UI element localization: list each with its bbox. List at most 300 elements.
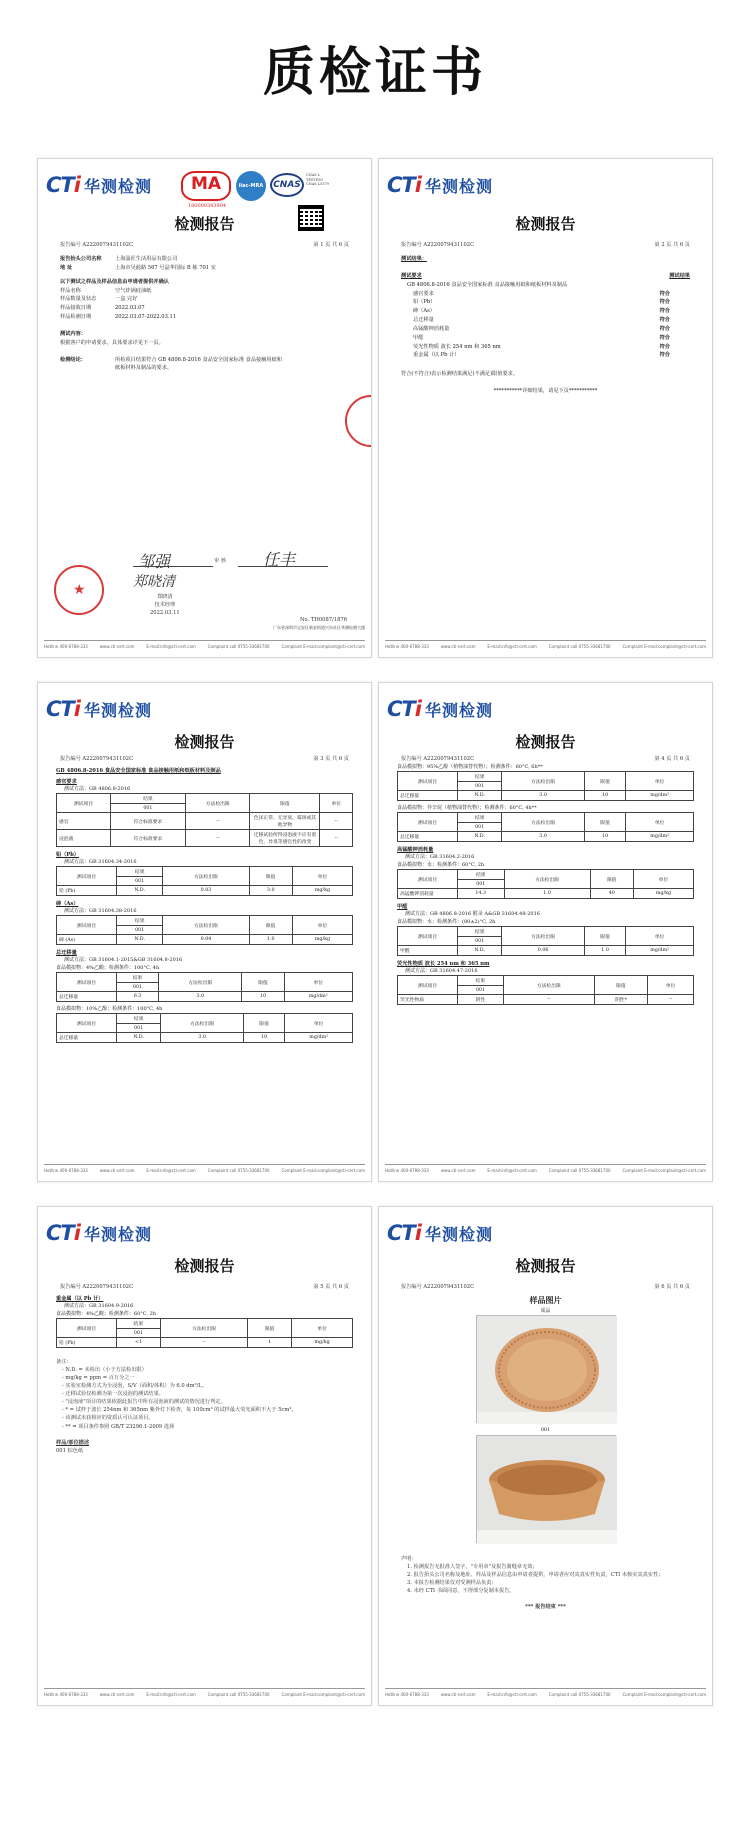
cti-logo-text: CTi [387,173,421,197]
field-label: 样品名称 [60,287,81,294]
report-no-label: 报告编号 [60,242,81,248]
sample-id: 001 [56,1447,66,1454]
doc-number: No. TH0087/1876 [299,617,347,623]
td-unit: mg/dm² [626,791,694,801]
td-limit: 阴性* [594,995,647,1005]
sensory-table [56,793,353,847]
page-footer [385,1688,706,1697]
report-no: A2220079431102C [82,1284,134,1290]
declaration-item: 1. 检测报告无批准人签字、"专用章"及报告骑缝章无效； [407,1564,538,1571]
cti-brand-cn: 华测检测 [424,701,493,720]
th-item: 测试项目 [57,916,117,935]
footer-email: E-mail:info@cti-cert.com [487,1168,537,1173]
signature-3: 郑晓清 [133,574,175,590]
footer-complaint: Complaint call 0755-33681700 [207,1168,270,1173]
cti-brand-cn: 华测检测 [424,177,493,196]
td-result: 符合标准要求 [110,813,185,830]
report-no: A2220079431102C [82,756,134,762]
footer-hotline: Hotline 400-6788-333 [44,1168,88,1173]
note-item: N.D. = 未检出（小于方法检出限） [65,1367,147,1374]
td-item: 荧光性物质 [398,995,458,1005]
th-result: 结果 [458,813,502,823]
cti-logo [46,173,152,197]
td-limit: 10 [242,992,284,1002]
td-loq: 3.0 [161,1033,243,1043]
td-limit: 迁移试验所得浸泡液不应有着色、异臭等感官性的改变 [250,830,320,847]
cti-logo [46,697,152,721]
summary-item: 感官要求 [413,290,434,297]
th-unit: 单位 [626,772,694,791]
test-method: 测试方法：GB 31604.38-2016 [64,908,137,914]
cti-brand-cn: 华测检测 [83,701,152,720]
td-item: 铅 (Pb) [57,886,117,896]
td-limit: 1 [248,1338,292,1348]
td-unit: mg/dm² [284,992,352,1002]
td-unit: -- [648,995,694,1005]
sample-desc: 棕色纸 [67,1447,84,1454]
field-label: 样品检测日期 [60,314,92,321]
sample-photo-top [476,1315,616,1423]
td-loq: 0.03 [163,886,249,896]
note-item: * = 试样于波长 254nm 和 365nm 紫外灯下检查，每 100cm² 的试样最大荧光面积不大于 5cm²。 [65,1407,297,1414]
th-loq: 方法检出限 [503,976,594,995]
approver-date: 2022.03.11 [150,610,180,617]
migration-table-d [397,812,694,842]
report-end: *** 报告结束 *** [525,1604,566,1611]
th-sample-id: 001 [458,880,505,889]
th-sample-id: 001 [117,926,163,935]
th-unit: 单位 [626,813,694,832]
section-heading: 荧光性物质 波长 254 nm 和 365 nm [397,961,490,967]
cti-logo-text: CTi [387,1221,421,1245]
page-footer [44,1688,365,1697]
td-result: N.D. [458,946,502,956]
th-limit: 限值 [584,772,626,791]
td-result: 6.3 [117,992,159,1002]
summary-item: 铅（Pb） [413,299,436,306]
report-page-1 [37,158,372,658]
summary-result: 符合 [659,343,670,350]
field-value: 上海市吴淞路 567 号晶华国际 B 栋 701 室 [115,264,216,271]
page-number: 第 6 页 共 6 页 [654,1284,690,1290]
cti-brand-cn: 华测检测 [83,177,152,196]
client-info [60,255,349,373]
th-loq: 方法检出限 [163,867,249,886]
summary-item: 砷（As） [413,308,435,315]
th-result: 结果 [117,916,163,926]
declaration-title: 声明： [401,1556,417,1562]
td-limit: 色泽正常、无异臭、霉斑或其他异物 [250,813,320,830]
summary-result: 符合 [659,308,670,315]
field-value: 2022.03.07 [115,305,145,312]
footer-email: E-mail:info@cti-cert.com [146,644,196,649]
td-loq: 0.04 [163,935,249,945]
page-title: 质检证书 [262,43,487,103]
sample-photo-bottom [476,1435,616,1543]
td-loq: 0.06 [502,946,584,956]
review-label: 审 核 [214,558,227,564]
summary-item: 总迁移量 [413,317,434,324]
report-page-3 [37,682,372,1182]
footer-hotline: Hotline 400-6788-333 [44,1692,88,1697]
cma-number: 180000343904 [187,203,227,209]
td-unit: mg/dm² [626,832,694,842]
test-method: 测试方法：GB 31604.9-2016 [64,1303,134,1309]
report-no-label: 报告编号 [401,242,422,248]
td-item: 总迁移量 [57,992,117,1002]
test-content-label: 测试内容： [60,330,86,337]
th-item: 测试项目 [57,1319,117,1338]
footer-web: www.cti-cert.com [440,1168,476,1173]
signature-2: 任丰 [263,550,296,569]
standard-line: GB 4806.8-2016 食品安全国家标准 食品接触用纸和纸板材料及制品 [407,281,568,288]
report-no-label: 报告编号 [60,1284,81,1290]
report-no: A2220079431102C [423,756,475,762]
th-result: 结果 [458,772,502,782]
td-limit: 10 [584,791,626,801]
th-item: 测试项目 [57,794,111,813]
td-item: 甲醛 [398,946,458,956]
td-item: 高锰酸钾消耗量 [398,889,458,899]
note-item: mg/kg = ppm = 百万分之一 [65,1375,135,1382]
notes-title: 备注： [56,1359,72,1365]
field-value: 上海淄匠生活用品有限公司 [115,256,178,262]
footer-complaint-mail: Complaint E-mail:complaint@cti-cert.com [622,644,706,649]
cti-brand-cn: 华测检测 [424,1225,493,1244]
footer-hotline: Hotline 400-6788-333 [385,1168,429,1173]
td-loq: 3.0 [159,992,242,1002]
migration-table-b [56,1013,353,1043]
footer-web: www.cti-cert.com [99,644,135,649]
lab-address: 广东省深圳市宝安区新安街道兴东社区华测检测大楼 [273,625,365,630]
th-limit: 限值 [249,916,292,935]
cti-brand-cn: 华测检测 [83,1225,152,1244]
note-item: 该测试未获相应的资质认可认证项目。 [65,1415,154,1422]
page-footer [385,640,706,649]
th-sample-id: 001 [117,1329,161,1338]
th-item: 测试项目 [398,772,458,791]
th-sample-id: 001 [110,804,185,813]
th-sample-id: 001 [458,986,504,995]
test-method: 测试方法：GB 4806.8-2016 [64,786,131,792]
td-unit: mg/dm² [626,946,694,956]
page-number: 第 2 页 共 6 页 [654,242,690,248]
th-unit: 单位 [292,916,352,935]
doc-title: 检测报告 [174,733,235,751]
th-unit: 单位 [292,867,352,886]
photo-subtitle: 成品 [540,1308,551,1314]
report-line [60,1283,349,1290]
footer-complaint-mail: Complaint E-mail:complaint@cti-cert.com [281,644,365,649]
page-number: 第 3 页 共 6 页 [313,756,349,762]
approver-block [150,593,180,617]
th-unit: 单位 [292,1319,353,1338]
report-no-label: 报告编号 [60,756,81,762]
report-no: A2220079431102C [82,242,134,248]
th-item: 测试项目 [398,870,458,889]
th-limit: 限值 [590,870,633,889]
th-item: 测试项目 [57,973,117,992]
photo-title: 样品图片 [529,1295,562,1305]
td-loq: 3.0 [502,832,584,842]
summary-item: 荧光性物质 波长 254 nm 和 365 nm [413,343,501,350]
th-item: 测试项目 [398,976,458,995]
page-number: 第 5 页 共 6 页 [313,1284,349,1290]
th-unit: 单位 [284,973,352,992]
page4-results [397,763,694,1005]
doc-title: 检测报告 [174,215,235,233]
th-loq: 方法检出限 [163,916,249,935]
field-value: 一盒 完好 [115,296,138,303]
th-loq: 方法检出限 [502,772,584,791]
note-item: ** = 项目条件参照 GB/T 23296.1-2009 选择 [65,1423,175,1430]
th-limit: 限值 [249,867,292,886]
report-line [401,241,690,248]
footer-web: www.cti-cert.com [440,644,476,649]
simulant-condition: 食品模拟物：10%乙醇；检测条件：100°C, 4h [56,1006,163,1012]
cti-logo [387,697,493,721]
footer-hotline: Hotline 400-6788-333 [385,1692,429,1697]
sample-desc-title: 样品/部位描述 [56,1439,90,1446]
td-loq: -- [503,995,594,1005]
footer-complaint: Complaint call 0755-33681700 [207,644,270,649]
summary-item: 甲醛 [413,334,424,341]
declaration-block [401,1555,690,1611]
report-page-4 [378,682,713,1182]
td-unit: mg/kg [292,1338,353,1348]
sign-line [238,566,328,567]
th-limit: 限值 [242,973,284,992]
th-sample-id: 001 [117,983,159,992]
td-item: 感官 [57,813,111,830]
summary-result: 符合 [659,334,670,341]
footer-complaint-mail: Complaint E-mail:complaint@cti-cert.com [622,1692,706,1697]
ilac-mra-logo: ilac-MRA [236,171,266,201]
paper-liner-top-image [477,1316,617,1424]
doc-title: 检测报告 [515,1257,576,1275]
td-unit: mg/kg [633,889,693,899]
footer-web: www.cti-cert.com [99,1692,135,1697]
td-limit: 1.0 [249,935,292,945]
section-heading: 铅（Pb） [56,852,80,858]
cti-logo-text: CTi [46,173,80,197]
report-line [401,755,690,762]
cti-logo [387,173,493,197]
formaldehyde-table [397,926,694,956]
note-item: 实验室检测方式为全浸泡，S/V（面积/体积）为 6.0 dm²/L。 [65,1383,208,1390]
footer-complaint: Complaint call 0755-33681700 [207,1692,270,1697]
simulant-condition: 食品模拟物：异辛烷（植物油替代物）；检测条件：60°C, 4h** [397,805,537,811]
footer-complaint-mail: Complaint E-mail:complaint@cti-cert.com [281,1692,365,1697]
td-loq: 1.0 [504,889,590,899]
summary-result: 符合 [659,290,670,297]
summary-item: 重金属（以 Pb 计） [413,352,460,359]
th-result: 结果 [458,870,505,880]
note-item: "浸泡液"项目的结果依据此报告中所有浸泡液的测试的情况进行判定。 [65,1399,226,1406]
th-loq: 方法检出限 [185,794,250,813]
th-loq: 方法检出限 [502,813,584,832]
td-result: N.D. [117,886,163,896]
th-unit: 单位 [648,976,694,995]
kmno4-table [397,869,694,899]
field-label: 样品接收日期 [60,305,92,312]
th-unit: 单位 [320,794,353,813]
section-heading: 高锰酸钾消耗量 [397,847,434,853]
field-value: 2022.03.07-2022.03.11 [115,314,177,321]
footer-web: www.cti-cert.com [99,1168,135,1173]
report-page-2 [378,158,713,658]
footer-hotline: Hotline 400-6788-333 [44,644,88,649]
footer-complaint-mail: Complaint E-mail:complaint@cti-cert.com [622,1168,706,1173]
th-sample-id: 001 [117,877,163,886]
report-line [60,755,349,762]
th-result: 结果 [117,867,163,877]
summary-result: 符合 [659,317,670,324]
page-footer [44,1164,365,1173]
arsenic-table [56,915,353,945]
td-unit: -- [320,830,353,847]
official-stamp [54,565,104,615]
footer-web: www.cti-cert.com [440,1692,476,1697]
field-label: 地 址 [60,264,73,271]
side-stamp [345,395,372,447]
approver-title: 技术经理 [154,602,176,609]
cti-logo [387,1221,493,1245]
footer-email: E-mail:info@cti-cert.com [487,644,537,649]
declaration-item: 3. 本报告检测结果仅对受测样品负责； [407,1580,497,1587]
summary-result: 符合 [659,325,670,332]
td-limit: 1.0 [584,946,626,956]
report-page-6 [378,1206,713,1706]
section-heading: 甲醛 [397,904,408,910]
results-heading: 测试结果： [401,256,427,262]
th-limit: 限值 [584,927,626,946]
page-number: 第 4 页 共 6 页 [654,756,690,762]
field-label: 报告抬头公司名称 [60,256,102,262]
report-line [401,1283,690,1290]
test-method: 测试方法：GB 31604.34-2016 [64,859,137,865]
page-footer [385,1164,706,1173]
star-icon: ★ [73,582,86,598]
td-unit: mg/kg [292,886,352,896]
doc-title: 检测报告 [515,215,576,233]
doc-title: 检测报告 [515,733,576,751]
sign-line [133,566,213,567]
td-result: N.D. [117,1033,161,1043]
section-heading: 总迁移量 [56,950,77,956]
report-line [60,241,349,248]
result-remark: 符合(不符合)表示检测结果满足(不满足)限值要求。 [401,371,519,378]
summary-item: 高锰酸钾消耗量 [413,325,450,332]
summary-result: 符合 [659,299,670,306]
th-result: 结果 [117,1319,161,1329]
cti-logo [46,1221,152,1245]
td-limit: 3.0 [249,886,292,896]
footer-email: E-mail:info@cti-cert.com [487,1692,537,1697]
simulant-condition: 食品模拟物：95%乙醇（植物油替代物）；检测条件：60°C, 6h** [397,764,543,770]
approver-name: 郑晓清 [157,594,173,600]
th-limit: 限值 [584,813,626,832]
footer-email: E-mail:info@cti-cert.com [146,1168,196,1173]
footer-email: E-mail:info@cti-cert.com [146,1692,196,1697]
td-item: 浸泡液 [57,830,111,847]
notes-block: 备注： - N.D. = 未检出（小于方法检出限） - mg/kg = ppm = 百万分之一 - 实验室检测方式为全浸泡，S/V（面积/体积）为 6.0 dm²/L。 - 迁移试验仅检测为第一次浸泡的测试结果。 - "浸泡液"项目的结果依据此报告中所有浸泡液的测试的情况进行判定。 - * = 试样于波长 254nm 和 365nm 紫外灯下检查，每 100cm² 的试样最大荧光面积不大于 5cm²。 - 该测试未获相应的资质认可认证项目。 - ** = 项目条件参照 GB/T 23296.1-2009 选择 样品/部位描述 001 棕色纸 [56,1358,353,1455]
lead-table [56,866,353,896]
footer-complaint-mail: Complaint E-mail:complaint@cti-cert.com [281,1168,365,1173]
th-loq: 方法检出限 [502,927,584,946]
report-page-5 [37,1206,372,1706]
test-content-text: 根据客户的申请要求，具体要求详见下一页。 [60,339,164,346]
th-limit: 限值 [250,794,320,813]
td-loq: 3.0 [502,791,584,801]
simulant-condition: 食品模拟物：4%乙酸；检测条件：100°C, 4h [56,965,160,971]
cti-logo-text: CTi [387,697,421,721]
th-item: 测试项目 [57,1014,117,1033]
standard-heading: GB 4806.8-2016 食品安全国家标准 食品接触用纸和纸板材料及制品 [56,768,221,774]
col-result: 测试结果 [669,272,690,279]
migration-table-c [397,771,694,801]
simulant-condition: 食品模拟物：4%乙酸；检测条件：60°C, 2h [56,1311,157,1317]
sample-note: 以下测试之样品及样品信息由申请者提供并确认 [60,278,169,285]
continue-note: ***********详细结果，请见下页*********** [493,388,598,395]
td-result: <1 [117,1338,161,1348]
footer-hotline: Hotline 400-6788-333 [385,644,429,649]
section-heading: 砷（As） [56,901,79,907]
th-item: 测试项目 [57,867,117,886]
cnas-text: CNAS L TESTING CNAS L5579 [306,173,330,187]
th-loq: 方法检出限 [161,1014,243,1033]
td-item: 砷 (As) [57,935,117,945]
th-unit: 单位 [285,1014,353,1033]
footer-complaint: Complaint call 0755-33681700 [548,1168,611,1173]
test-method: 测试方法：GB 4806.8-2016 附录 A&GB 31604.48-2016 [405,911,540,917]
th-item: 测试项目 [398,927,458,946]
th-item: 测试项目 [398,813,458,832]
conclusion-text: 所检项目结果符合 GB 4806.8-2016 食品安全国家标准 食品接触用纸和纸板材料及制品的要求。 [115,356,282,372]
td-result: N.D. [117,935,163,945]
th-sample-id: 001 [458,782,502,791]
cti-logo-text: CTi [46,697,80,721]
th-loq: 方法检出限 [504,870,590,889]
td-result: 符合标准要求 [110,830,185,847]
field-label: 样品数量及状态 [60,296,97,303]
th-unit: 单位 [626,927,694,946]
th-loq: 方法检出限 [160,1319,247,1338]
field-value: 空气炸锅硅油纸 [115,287,152,294]
th-result: 结果 [117,973,159,983]
footer-complaint: Complaint call 0755-33681700 [548,644,611,649]
section-heading: 感官要求 [56,779,77,785]
simulant-condition: 食品模拟物：水；检测条件：(80±2)°C, 2h [397,919,496,925]
report-no-label: 报告编号 [401,756,422,762]
td-item: 总迁移量 [57,1033,117,1043]
report-no-label: 报告编号 [401,1284,422,1290]
td-item: 铅 (Pb) [57,1338,117,1348]
heavy-metal-table [56,1318,353,1348]
declaration-item: 4. 未经 CTI 书面同意，不得部分复制本报告。 [407,1588,515,1595]
page-number: 第 1 页 共 6 页 [313,242,349,248]
td-loq: -- [185,813,250,830]
td-limit: 10 [584,832,626,842]
results-summary [401,255,690,396]
cma-logo: MA [181,171,231,201]
td-unit: mg/kg [292,935,352,945]
photo-id: 001 [540,1427,551,1433]
page5-results [56,1291,353,1455]
conclusion-label: 检测结论： [60,356,86,363]
note-item: 迁移试验仅检测为第一次浸泡的测试结果。 [65,1391,164,1398]
td-limit: 10 [243,1033,285,1043]
